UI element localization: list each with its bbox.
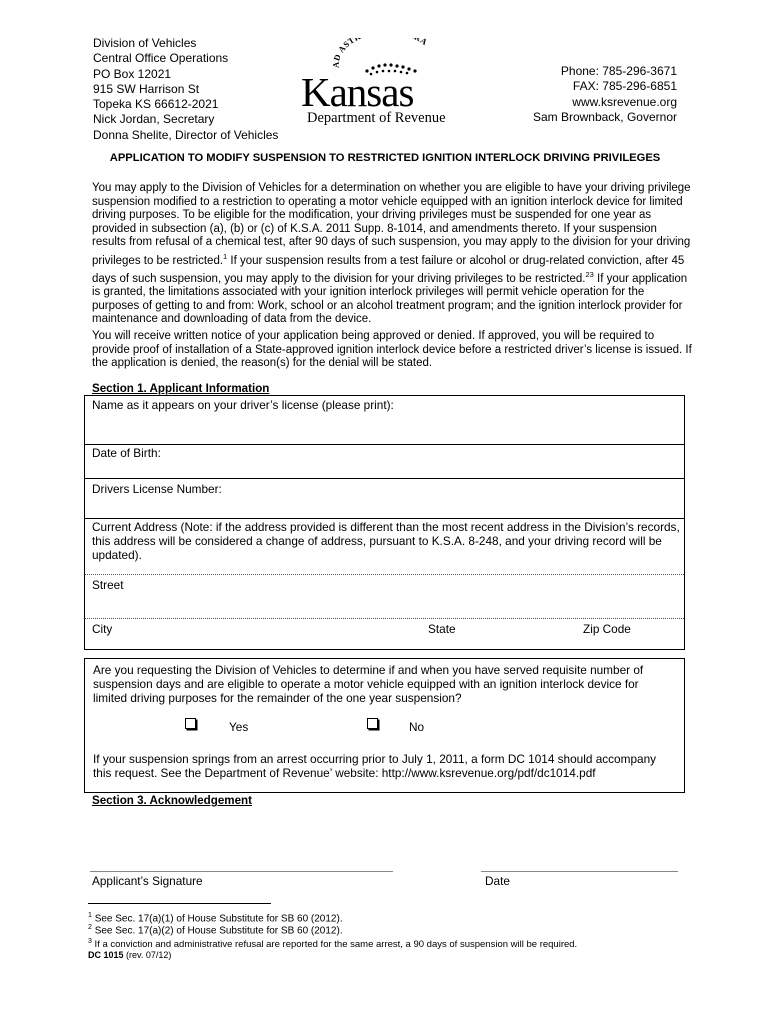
kansas-logo <box>297 38 459 128</box>
applicant-info-box <box>84 395 685 650</box>
logo-motto: AD AST A <box>330 38 430 69</box>
footnote-ref: 1 <box>223 251 228 261</box>
determination-request-box <box>84 658 685 793</box>
form-title: APPLICATION TO MODIFY SUSPENSION TO RESTRICTED IGNITION INTERLOCK DRIVING PRIVILEGES <box>109 152 661 164</box>
section3-heading: Section 3. Acknowledgement <box>92 794 252 807</box>
dotted-divider <box>85 574 684 575</box>
street-label: Street <box>92 578 124 592</box>
request-question: Are you requesting the Division of Vehicles to determine if and when you have served requisite number of suspension days and are eligible to operate a motor vehicle equipped with an ignition interlock device for limited driving purposes for the remainder of the one year suspension? <box>93 663 644 705</box>
date-label: Date <box>485 874 510 888</box>
footnote-number: 2 <box>88 924 92 931</box>
form-code: DC 1015 <box>88 950 124 960</box>
row-divider <box>85 518 684 519</box>
footnote <box>88 922 343 937</box>
date-line[interactable] <box>481 871 678 872</box>
signature-label: Applicant’s Signature <box>92 874 203 888</box>
license-number-field[interactable] <box>225 479 684 517</box>
dob-label: Date of Birth: <box>92 446 161 460</box>
name-label: Name as it appears on your driver’s license (please print): <box>92 398 394 412</box>
footnote-number: 3 <box>88 938 92 945</box>
name-field[interactable] <box>85 414 684 444</box>
svg-text:AD ASTRA PER ASPERA <box>331 38 430 68</box>
address-line: Division of Vehicles <box>93 36 197 50</box>
governor-name: Sam Brownback, Governor <box>532 109 677 124</box>
street-field[interactable] <box>135 576 684 616</box>
logo-word: Kansas <box>301 69 414 115</box>
zip-code-field[interactable] <box>635 620 684 648</box>
fax-number: FAX: 785-296-6851 <box>572 79 677 94</box>
footnote-number: 1 <box>88 912 92 919</box>
secretary-name: Nick Jordan, Secretary <box>93 112 215 127</box>
city-field[interactable] <box>125 620 415 648</box>
website: www.ksrevenue.org <box>572 94 677 109</box>
agency-contact-block <box>533 64 677 125</box>
dotted-divider <box>85 618 684 619</box>
dc1014-note: If your suspension springs from an arrest occurring prior to July 1, 2011, a form DC 1014 should accompany this request. See the Department of Revenue’ website: http://www.ksrevenue.org/pdf/dc1014.pdf <box>93 752 657 780</box>
signature-line[interactable] <box>90 871 393 872</box>
address-note: Current Address (Note: if the address provided is different than the most recent address in the Division’s records, this address will be considered a change of address, pursuant to K.S.A. 8-248, and your driving record will be updated). <box>92 520 680 562</box>
address-input-area[interactable] <box>85 549 684 576</box>
state-field[interactable] <box>465 620 580 648</box>
yes-label: Yes <box>229 720 249 734</box>
director-name: Donna Shelite, Director of Vehicles <box>93 127 279 142</box>
city-label: City <box>92 622 113 636</box>
footnote-text: If a conviction and administrative refusal are reported for the same arrest, a 90 days of suspension will be required. <box>94 939 578 951</box>
state-label: State <box>428 622 456 636</box>
address-line: Central Office Operations <box>93 51 229 66</box>
address-line: PO Box 12021 <box>93 66 172 81</box>
logo-department: Department of Revenue <box>307 110 446 126</box>
dob-field[interactable] <box>175 445 684 477</box>
no-option[interactable] <box>367 718 378 729</box>
intro-paragraph <box>92 182 692 327</box>
phone-number: Phone: 785-296-3671 <box>560 64 677 78</box>
footnote-ref: 23 <box>585 269 594 279</box>
section1-heading: Section 1. Applicant Information <box>92 382 270 395</box>
license-number-label: Drivers License Number: <box>92 482 222 496</box>
agency-address-block <box>93 36 278 143</box>
footnote-text: See Sec. 17(a)(2) of House Substitute for SB 60 (2012). <box>94 925 343 937</box>
address-line: 915 SW Harrison St <box>93 81 200 96</box>
footnote-separator <box>88 903 271 904</box>
intro-text: If your suspension results from a test failure or alcohol or drug-related conviction, after 45 days of such suspension, you may apply to the division for your driving privileges to be restricted. <box>92 254 685 285</box>
intro-text: If your application is granted, the limitations associated with your ignition interlock privileges will permit vehicle operation for the purposes of getting to and from: Work, school or an alcohol treatment program; and the ignition interlock provider for maintenance and downloading of data from the device. <box>92 272 688 326</box>
address-line: Topeka KS 66612-2021 <box>93 97 219 112</box>
yes-option[interactable] <box>185 718 196 729</box>
footnote-text: See Sec. 17(a)(1) of House Substitute for SB 60 (2012). <box>94 913 343 925</box>
footnote <box>88 936 577 951</box>
zip-code-label: Zip Code <box>583 622 631 636</box>
intro-text: You may apply to the Division of Vehicles for a determination on whether you are eligible to have your driving privilege suspension modified to a restriction to operating a motor vehicle equipped with an ignition interlock device for limited driving purposes. To be eligible for the modification, your driving privileges must be suspended for one year as provided in subsection (a), (b) or (c) of K.S.A. 2011 Supp. 8-1014, and amendments thereto. If your suspension results from refusal of a chemical test, after 90 days of such suspension, you may apply to the division for your driving privileges to be restricted. <box>92 182 691 267</box>
kansas-seal-icon <box>297 38 459 128</box>
notice-paragraph: You will receive written notice of your application being approved or denied. If approved, you will be required to provide proof of installation of a State-approved ignition interlock device before a restricted driver’s license is issued. If the application is denied, the reason(s) for the denial will be stated. <box>92 330 692 369</box>
yes-checkbox[interactable] <box>185 718 196 729</box>
form-revision: (rev. 07/12) <box>126 950 172 960</box>
no-label: No <box>409 720 425 734</box>
no-checkbox[interactable] <box>367 718 378 729</box>
form-identifier <box>88 950 171 960</box>
